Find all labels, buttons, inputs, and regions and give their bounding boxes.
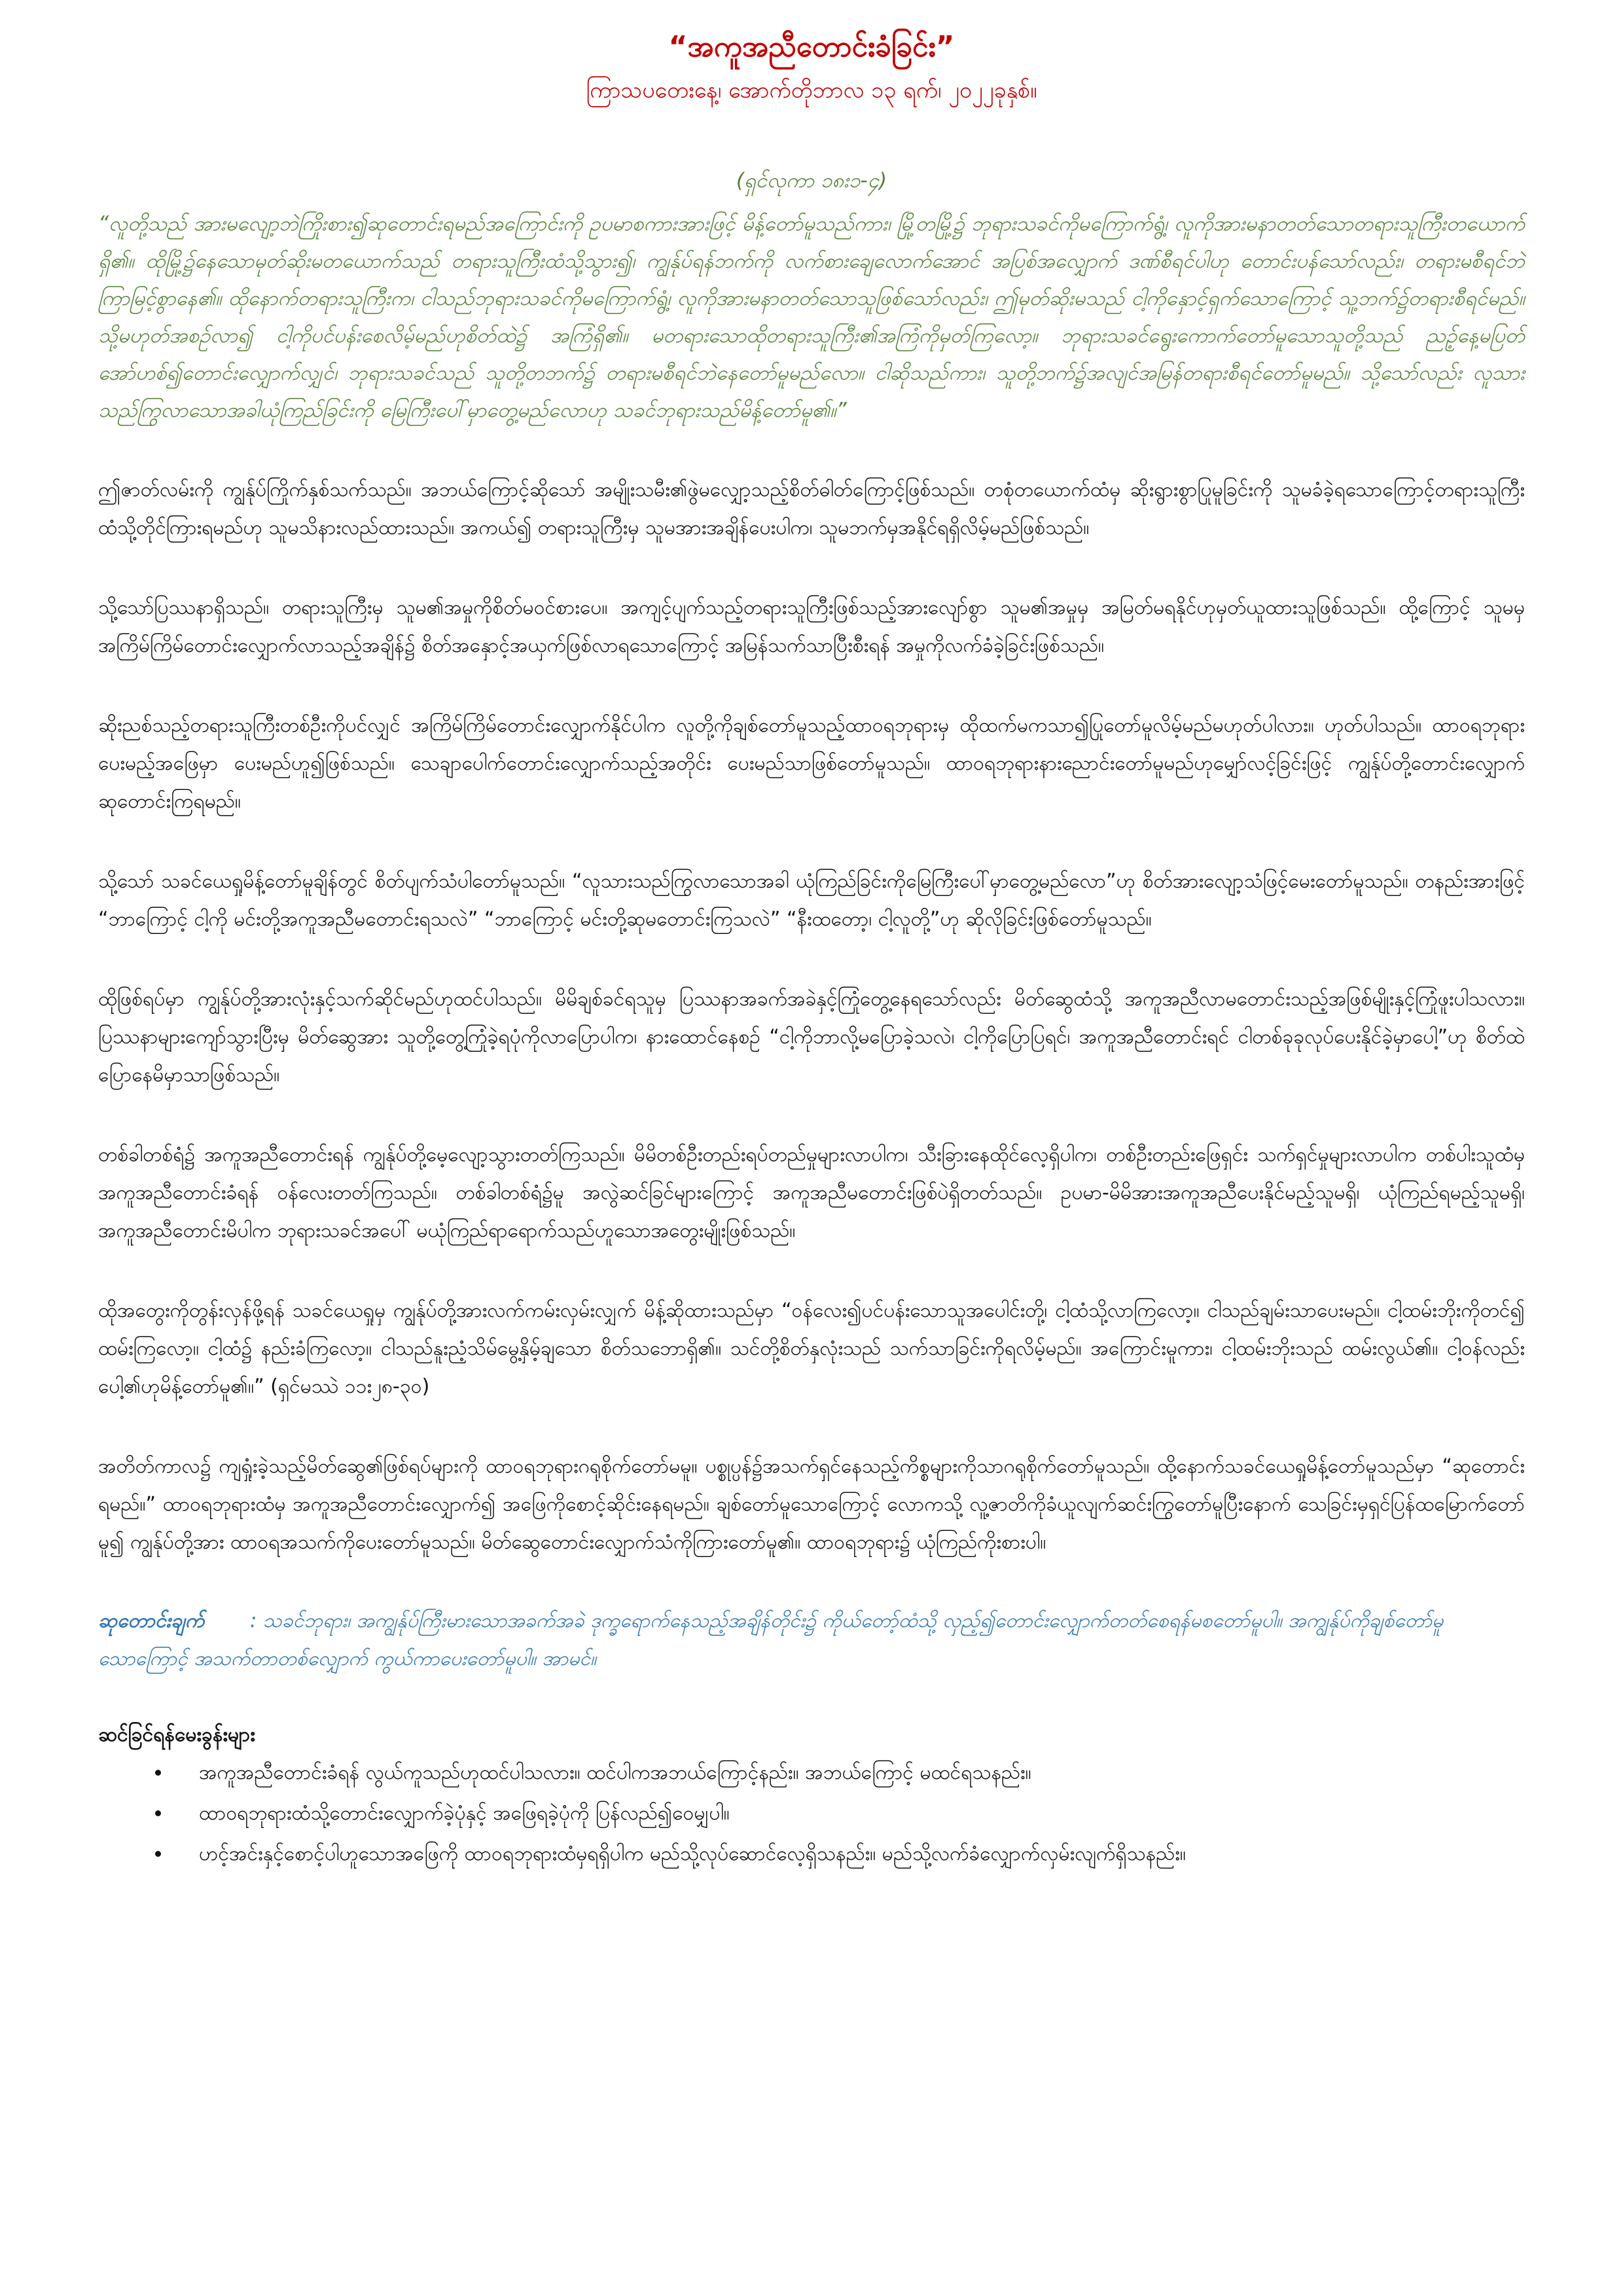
prayer-text: : သခင်ဘုရား၊ အကျွန်ုပ်ကြီးမားသောအခက်အခဲ ဒုက္ခရောက်နေသည့်အချိန်တိုင်း၌ ကိုယ်တော့်ထံသို့ လှည့်၍တောင်းလျှောက်တတ်စေရန်မစတော်မူပါ။ အကျွန်ုပ်ကိုချစ်တော်မူသောကြောင့် အသက်တာတစ်လျှောက် ကွယ်ကာပေးတော်မူပါ။ အာမင်။: [98, 1609, 1444, 1670]
reflection-questions-list: [98, 1753, 1525, 1874]
body-paragraph: ဤဇာတ်လမ်းကို ကျွန်ုပ်ကြိုက်နှစ်သက်သည်။ အဘယ်ကြောင့်ဆိုသော် အမျိုးသမီး၏ဖွဲမလျှော့သည့်စိတ်ဓါတ်ကြောင့်ဖြစ်သည်။ တစုံတယောက်ထံမှ ဆိုးရွားစွာပြုမူခြင်းကို သူမခံခဲ့ရသောကြောင့်တရားသူကြီးထံသို့တိုင်ကြားရမည်ဟု သူမသိနားလည်ထားသည်။ အကယ်၍ တရားသူကြီးမှ သူမအားအချိန်ပေးပါက၊ သူမဘက်မှအနိုင်ရရှိလိမ့်မည်ဖြစ်သည်။: [98, 478, 1525, 539]
scripture-passage: “လူတို့သည် အားမလျော့ဘဲကြိုးစား၍ဆုတောင်းရမည်အကြောင်းကို ဥပမာစကားအားဖြင့် မိန့်တော်မူသည်ကား၊ မြို့တမြို့၌ ဘုရားသခင်ကိုမကြောက်ရွံ့၊ လူကိုအားမနာတတ်သောတရားသူကြီးတယောက်ရှိ၏။ ထိုမြို့၌နေသောမုတ်ဆိုးမတယောက်သည် တရားသူကြီးထံသို့သွား၍၊ ကျွန်ုပ်ရန်ဘက်ကို လက်စားချေလောက်အောင် အပြစ်အလျှောက် ဒဏ်စီရင်ပါဟု တောင်းပန်သော်လည်း၊ တရားမစီရင်ဘဲကြာမြင့်စွာနေ၏။ ထိုနောက်တရားသူကြီးက၊ ငါသည်ဘုရားသခင်ကိုမကြောက်ရွံ့၊ လူကိုအားမနာတတ်သောသူဖြစ်သော်လည်း၊ ဤမုတ်ဆိုးမသည် ငါ့ကိုနှောင့်ရှက်သောကြောင့် သူ့ဘက်၌တရားစီရင်မည်။ သို့မဟုတ်အစဉ်လာ၍ ငါ့ကိုပင်ပန်းစေလိမ့်မည်ဟုစိတ်ထဲ၌ အကြံရှိ၏။ မတရားသောထိုတရားသူကြီး၏အကြံကိုမှတ်ကြလော့။ ဘုရားသခင်ရွေးကောက်တော်မူသောသူတို့သည် ညဉ့်နေ့မပြတ်အော်ဟစ်၍တောင်းလျှောက်လျှင်၊ ဘုရားသခင်သည် သူတို့တဘက်၌ တရားမစီရင်ဘဲနေတော်မူမည်လော။ ငါဆိုသည်ကား၊ သူတို့ဘက်၌အလျင်အမြန်တရားစီရင်တော်မူမည်။ သို့သော်လည်း လူသားသည်ကြွလာသောအခါယုံကြည်ခြင်းကို မြေကြီးပေါ်မှာတွေ့မည်လောဟု သခင်ဘုရားသည်မိန့်တော်မူ၏။”: [98, 212, 1525, 422]
body-paragraph: အတိတ်ကာလ၌ ကျရှုံးခဲ့သည့်မိတ်ဆွေ၏ဖြစ်ရပ်များကို ထာဝရဘုရားဂရုစိုက်တော်မမူ။ ပစ္စုပ္ပန်၌အသက်ရှင်နေသည့်ကိစ္စများကိုသာဂရုစိုက်တော်မူသည်။ ထို့နောက်သခင်ယေရှုမိန့်တော်မူသည်မှာ “ဆုတောင်းရမည်။” ထာဝရဘုရားထံမှ အကူအညီတောင်းလျှောက်၍ အဖြေကိုစောင့်ဆိုင်းနေရမည်။ ချစ်တော်မူသောကြောင့် လောကသို့ လူ့ဇာတိကိုခံယူလျက်ဆင်းကြွတော်မူပြီးနောက် သေခြင်းမှရှင်ပြန်ထမြောက်တော်မူ၍ ကျွန်ုပ်တို့အား ထာဝရအသက်ကိုပေးတော်မူသည်။ မိတ်ဆွေတောင်းလျှောက်သံကိုကြားတော်မူ၏။ ထာဝရဘုရား၌ ယုံကြည်ကိုးစားပါ။: [98, 1455, 1525, 1554]
devotional-page: [98, 26, 1525, 1874]
body-paragraph: ဆိုးညစ်သည့်တရားသူကြီးတစ်ဦးကိုပင်လျှင် အကြိမ်ကြိမ်တောင်းလျှောက်နိုင်ပါက လူတို့ကိုချစ်တော်မူသည့်ထာဝရဘုရားမှ ထိုထက်မကသာ၍ပြုတော်မူလိမ့်မည်မဟုတ်ပါလား။ ဟုတ်ပါသည်။ ထာဝရဘုရားပေးမည့်အဖြေမှာ ပေးမည်ဟူ၍ဖြစ်သည်။ သေချာပေါက်တောင်းလျှောက်သည့်အတိုင်း ပေးမည်သာဖြစ်တော်မူသည်။ ထာဝရဘုရားနားညောင်းတော်မူမည်ဟုမျှော်လင့်ခြင်းဖြင့် ကျွန်ုပ်တို့တောင်းလျှောက်ဆုတောင်းကြရမည်။: [98, 714, 1525, 813]
reflection-questions-title: ဆင်ခြင်ရန်မေးခွန်းများ: [98, 1723, 255, 1746]
reflection-question: • ဟင့်အင်းနှင့်စောင့်ပါဟူသောအဖြေကို ထာဝရဘုရားထံမှရရှိပါက မည်သို့လုပ်ဆောင်လေ့ရှိသနည်း။ မည်သို့လက်ခံလျှောက်လှမ်းလျက်ရှိသနည်း။: [171, 1834, 1525, 1874]
prayer-label: ဆုတောင်းချက်: [98, 1609, 205, 1632]
body-paragraph: သို့သော်ပြဿနာရှိသည်။ တရားသူကြီးမှ သူမ၏အမှုကိုစိတ်မဝင်စားပေ။ အကျင့်ပျက်သည့်တရားသူကြီးဖြစ်သည့်အားလျော်စွာ သူမ၏အမှုမှ အမြတ်မရနိုင်ဟုမှတ်ယူထားသူဖြစ်သည်။ ထို့ကြောင့် သူမမှအကြိမ်ကြိမ်တောင်းလျှောက်လာသည့်အချိန်၌ စိတ်အနှောင့်အယှက်ဖြစ်လာရသောကြောင့် အမြန်သက်သာပြီးစီးရန် အမှုကိုလက်ခံခဲ့ခြင်းဖြစ်သည်။: [98, 596, 1525, 657]
body-paragraph: တစ်ခါတစ်ရံ၌ အကူအညီတောင်းရန် ကျွန်ုပ်တို့မေ့လျော့သွားတတ်ကြသည်။ မိမိတစ်ဦးတည်းရပ်တည်မှုများလာပါက၊ သီးခြားနေထိုင်လေ့ရှိပါက၊ တစ်ဦးတည်းဖြေရှင်း သက်ရှင်မှုများလာပါက တစ်ပါးသူထံမှ အကူအညီတောင်းခံရန် ဝန်လေးတတ်ကြသည်။ တစ်ခါတစ်ရံ၌မူ အလွဲဆင်ခြင်များကြောင့် အကူအညီမတောင်းဖြစ်ပဲရှိတတ်သည်။ ဥပမာ-မိမိအားအကူအညီပေးနိုင်မည့်သူမရှိ၊ ယုံကြည်ရမည့်သူမရှိ၊ အကူအညီတောင်းမိပါက ဘုရားသခင်အပေါ် မယုံကြည်ရာရောက်သည်ဟူသောအတွေးမျိုးဖြစ်သည်။: [98, 1143, 1525, 1242]
body-paragraph: ထိုဖြစ်ရပ်မှာ ကျွန်ုပ်တို့အားလုံးနှင့်သက်ဆိုင်မည်ဟုထင်ပါသည်။ မိမိချစ်ခင်ရသူမှ ပြဿနာအခက်အခဲနှင့်ကြုံတွေ့နေရသော်လည်း မိတ်ဆွေထံသို့ အကူအညီလာမတောင်းသည့်အဖြစ်မျိုးနှင့်ကြုံဖူးပါသလား။ ပြဿနာများကျော်သွားပြီးမှ မိတ်ဆွေအား သူတို့တွေ့ကြုံခဲ့ရပုံကိုလာပြောပါက၊ နားထောင်နေစဉ် “ငါ့ကိုဘာလို့မပြောခဲ့သလဲ၊ ငါ့ကိုပြောပြရင်၊ အကူအညီတောင်းရင် ငါတစ်ခုခုလုပ်ပေးနိုင်ခဲ့မှာပေါ့”ဟု စိတ်ထဲပြောနေမိမှာသာဖြစ်သည်။: [98, 988, 1525, 1086]
scripture-reference: (ရှင်လုကာ ၁၈း၁-၄): [736, 169, 887, 192]
body-paragraph: ထိုအတွေးကိုတွန်းလှန်ဖို့ရန် သခင်ယေရှုမှ ကျွန်ုပ်တို့အားလက်ကမ်းလှမ်းလျှက် မိန့်ဆိုထားသည်မှာ “ဝန်လေး၍ပင်ပန်းသောသူအပေါင်းတို့၊ ငါ့ထံသို့လာကြလော့။ ငါသည်ချမ်းသာပေးမည်။ ငါ့ထမ်းဘိုးကိုတင်၍ ထမ်းကြလော့။ ငါ့ထံ၌ နည်းခံကြလော့။ ငါသည်နူးညံ့သိမ်မွေ့နှိမ့်ချသော စိတ်သဘောရှိ၏။ သင်တို့စိတ်နှလုံးသည် သက်သာခြင်းကိုရလိမ့်မည်။ အကြောင်းမူကား၊ ငါ့ထမ်းဘိုးသည် ထမ်းလွယ်၏။ ငါ့ဝန်လည်းပေါ့၏ဟုမိန့်တော်မူ၏။” (ရှင်မဿဲ ၁၁း၂၈-၃၀): [98, 1299, 1525, 1398]
reflection-question: • ထာဝရဘုရားထံသို့တောင်းလျှောက်ခဲ့ပုံနှင့် အဖြေရခဲ့ပုံကို ပြန်လည်၍ဝေမျှပါ။: [171, 1793, 1525, 1834]
devotional-title: “အကူအညီတောင်းခံခြင်း”: [668, 30, 955, 63]
prayer-block: [98, 1602, 1525, 1678]
body-paragraph: သို့သော် သခင်ယေရှုမိန့်တော်မူချိန်တွင် စိတ်ပျက်သံပါတော်မူသည်။ “လူသားသည်ကြွလာသောအခါ ယုံကြည်ခြင်းကိုမြေကြီးပေါ်မှာတွေ့မည်လော”ဟု စိတ်အားလျော့သံဖြင့်မေးတော်မူသည်။ တနည်းအားဖြင့် “ဘာကြောင့် ငါ့ကို မင်းတို့အကူအညီမတောင်းရသလဲ” “ဘာကြောင့် မင်းတို့ဆုမတောင်းကြသလဲ” “နီးထတော့၊ ငါ့လူတို့”ဟု ဆိုလိုခြင်းဖြစ်တော်မူသည်။: [98, 870, 1525, 931]
devotional-date: ကြာသပတေးနေ့၊ အောက်တိုဘာလ ၁၃ ရက်၊ ၂၀၂၂ခုနှစ်။: [586, 77, 1037, 103]
reflection-question: • အကူအညီတောင်းခံရန် လွယ်ကူသည်ဟုထင်ပါသလား။ ထင်ပါကအဘယ်ကြောင့်နည်း။ အဘယ်ကြောင့် မထင်ရသနည်း။: [171, 1753, 1525, 1793]
